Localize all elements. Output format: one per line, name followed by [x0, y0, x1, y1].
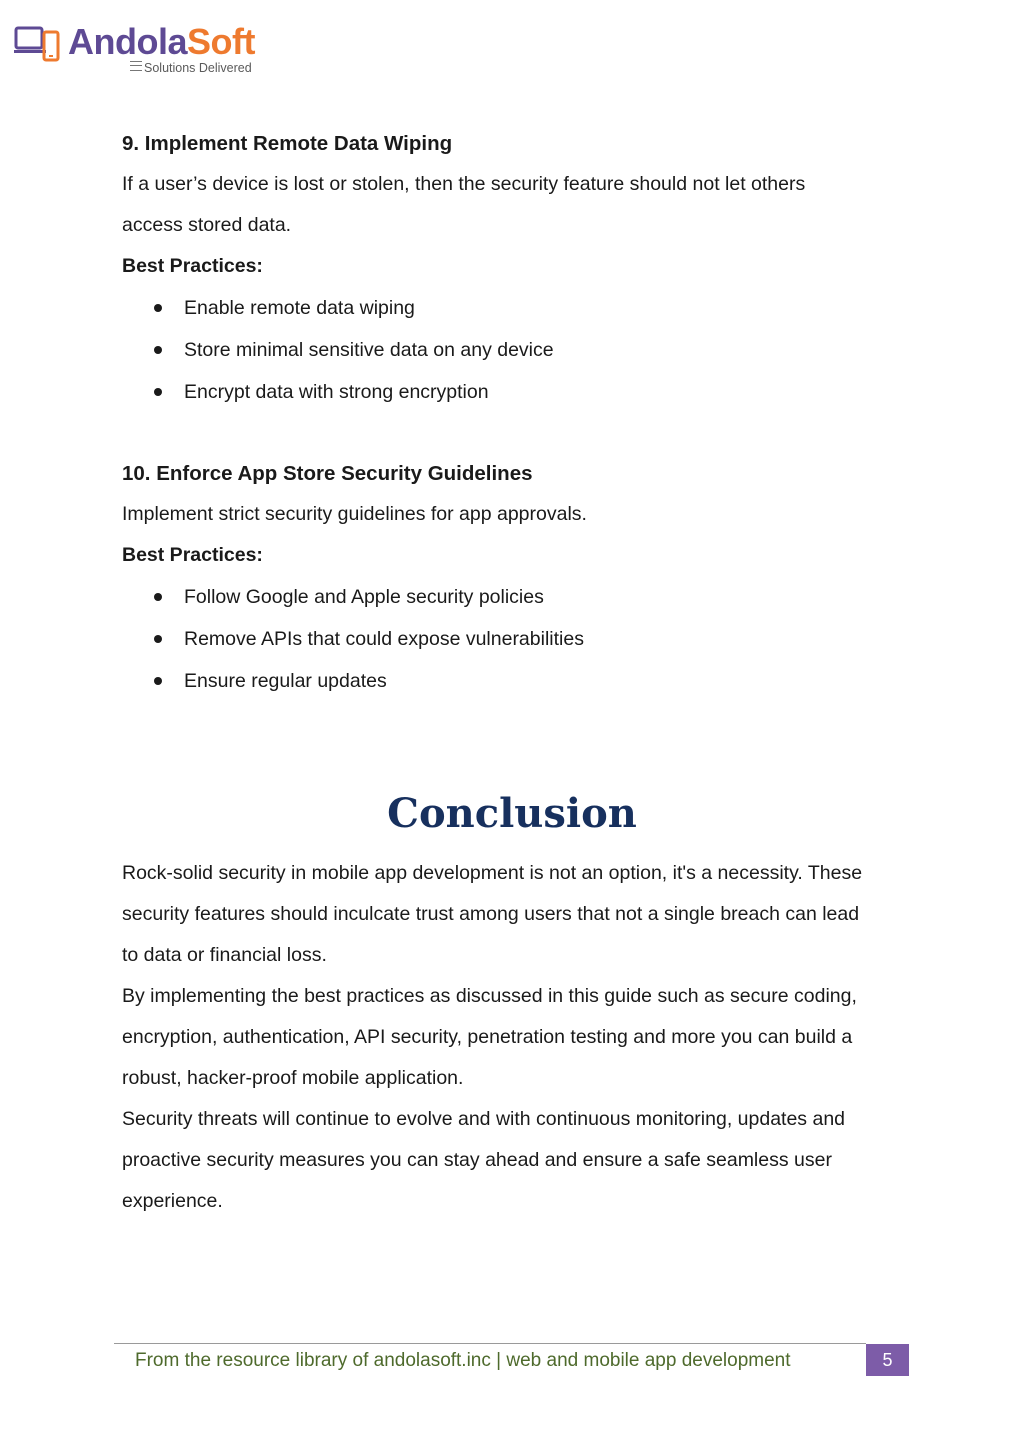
list-item [122, 576, 912, 618]
section-10 [122, 454, 912, 702]
section-10-intro: Implement strict security guidelines for app approvals. [122, 503, 587, 525]
tagline-lines-icon [130, 61, 142, 71]
list-item [122, 329, 912, 371]
section-10-best-practices-label: Best Practices: [122, 544, 263, 566]
conclusion-line: to data or financial loss. [122, 944, 327, 966]
section-9-best-practices-label: Best Practices: [122, 255, 263, 277]
brand-tagline [130, 60, 252, 76]
footer-divider [114, 1343, 866, 1344]
section-9-intro-line-2: access stored data. [122, 214, 292, 236]
conclusion-line: Security threats will continue to evolve and with continuous monitoring, updates and [122, 1108, 846, 1130]
bullet-icon [154, 346, 162, 354]
bullet-icon [154, 677, 162, 685]
main-content [122, 124, 912, 702]
section-10-list [122, 576, 912, 702]
conclusion-line: proactive security measures you can stay ahead and ensure a safe seamless user [122, 1149, 832, 1171]
conclusion-heading: Conclusion [387, 790, 637, 837]
list-item [122, 287, 912, 329]
section-9 [122, 124, 912, 413]
conclusion-body [122, 853, 922, 1222]
bullet-icon [154, 388, 162, 396]
section-9-list [122, 287, 912, 413]
bullet-icon [154, 635, 162, 643]
list-item [122, 371, 912, 413]
conclusion-line: By implementing the best practices as discussed in this guide such as secure coding, [122, 985, 857, 1007]
list-item-text: Enable remote data wiping [184, 297, 415, 319]
list-item-text: Follow Google and Apple security policies [184, 586, 544, 608]
list-item [122, 660, 912, 702]
conclusion-line: Rock-solid security in mobile app development is not an option, it's a necessity. These [122, 862, 863, 884]
conclusion-line: experience. [122, 1190, 223, 1212]
brand-name-part1: Andola [68, 21, 187, 62]
list-item-text: Ensure regular updates [184, 670, 387, 692]
conclusion-line: encryption, authentication, API security, penetration testing and more you can build a [122, 1026, 853, 1048]
list-item-text: Remove APIs that could expose vulnerabilities [184, 628, 584, 650]
list-item-text: Encrypt data with strong encryption [184, 381, 489, 403]
section-10-heading: 10. Enforce App Store Security Guidelines [122, 462, 533, 485]
bullet-icon [154, 593, 162, 601]
list-item-text: Store minimal sensitive data on any device [184, 339, 554, 361]
page-number-badge: 5 [866, 1344, 909, 1376]
footer-text: From the resource library of andolasoft.inc | web and mobile app development [135, 1350, 791, 1371]
andolasoft-logo [14, 20, 264, 80]
brand-name [68, 20, 255, 64]
tagline-text: Solutions Delivered [144, 61, 252, 75]
devices-logo-icon [14, 24, 66, 64]
list-item [122, 618, 912, 660]
conclusion-line: security features should inculcate trust among users that not a single breach can lead [122, 903, 860, 925]
conclusion-line: robust, hacker-proof mobile application. [122, 1067, 464, 1089]
brand-name-part2: Soft [187, 21, 255, 62]
bullet-icon [154, 304, 162, 312]
section-9-heading: 9. Implement Remote Data Wiping [122, 132, 453, 155]
section-9-intro-line-1: If a user’s device is lost or stolen, then the security feature should not let others [122, 173, 806, 195]
